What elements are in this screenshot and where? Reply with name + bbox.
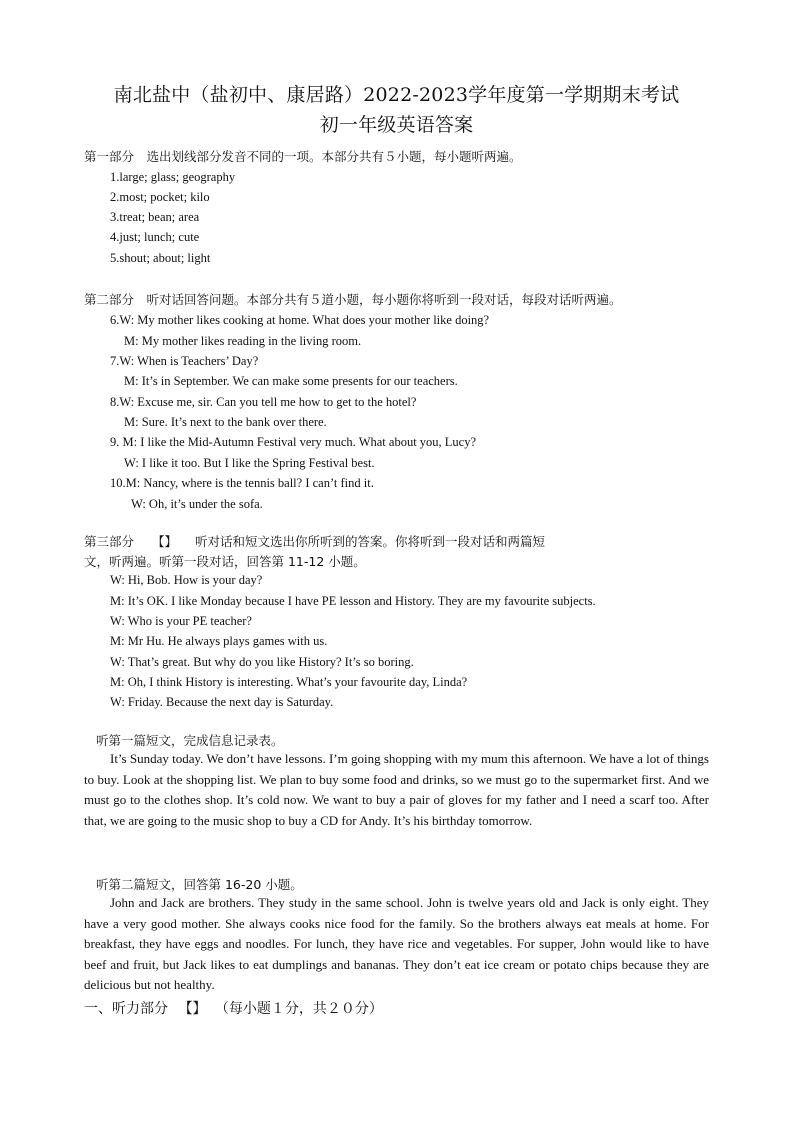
dialogue-line: M: It’s OK. I like Monday because I have PE lesson and History. They are my favourite subjects. [110, 594, 596, 608]
dialogue-line: M: Sure. It’s next to the bank over there. [124, 415, 327, 429]
passage1-text: It’s Sunday today. We don’t have lessons. I’m going shopping with my mum this afternoon. We have a lot of things to buy. Look at the shopping list. We plan to buy some food and drinks, so we must go to the supermarket first. And we must go to the clothes shop. It’s cold now. We want to buy a pair of gloves for my father and I need a scarf too. After that, we are going to the music shop to buy a CD for Andy. It’s his birthday tomorrow. [84, 751, 709, 828]
section-one-suffix: （每小题１分，共２０分） [214, 1001, 383, 1017]
dialogue-line: 10.M: Nancy, where is the tennis ball? I can’t find it. [110, 476, 374, 490]
passage2-heading: 听第二篇短文，回答第 16-20 小题。 [96, 877, 303, 892]
list-item: 2.most; pocket; kilo [110, 190, 210, 204]
answer-bracket: 【】 [152, 534, 178, 549]
list-item: 1.large; glass; geography [110, 170, 236, 184]
dialogue-line: M: Mr Hu. He always plays games with us. [110, 634, 328, 648]
part3-heading-text: 听对话和短文选出你所听到的答案。你将听到一段对话和两篇短 [195, 534, 546, 549]
dialogue-line: M: My mother likes reading in the living room. [124, 334, 362, 348]
document-subtitle: 初一年级英语答案 [319, 114, 474, 136]
passage1-heading: 听第一篇短文，完成信息记录表。 [96, 733, 284, 748]
dialogue-line: W: I like it too. But I like the Spring Festival best. [124, 456, 375, 470]
dialogue-line: W: Who is your PE teacher? [110, 614, 252, 628]
part1-heading: 第一部分 选出划线部分发音不同的一项。本部分共有５小题，每小题听两遍。 [84, 149, 522, 164]
dialogue-line: 6.W: My mother likes cooking at home. What does your mother like doing? [110, 313, 490, 327]
dialogue-line: W: Friday. Because the next day is Saturday. [110, 695, 334, 709]
part3-heading [84, 532, 545, 550]
part3-heading-prefix: 第三部分 [84, 534, 135, 549]
list-item: 3.treat; bean; area [110, 210, 200, 224]
dialogue-line: W: Oh, it’s under the sofa. [131, 497, 263, 511]
part2-heading: 第二部分 听对话回答问题。本部分共有５道小题，每小题你将听到一段对话，每段对话听两遍。 [84, 292, 622, 307]
dialogue-line: W: Hi, Bob. How is your day? [110, 573, 263, 587]
part3-heading-line2: 文，听两遍。听第一段对话，回答第 11-12 小题。 [84, 554, 366, 569]
section-one-heading [84, 998, 383, 1018]
document-title: 南北盐中（盐初中、康居路）2022-2023学年度第一学期期末考试 [113, 84, 680, 106]
list-item: 5.shout; about; light [110, 251, 211, 265]
answer-bracket: 【】 [178, 1001, 207, 1017]
section-one-prefix: 一、听力部分 [84, 1001, 168, 1017]
dialogue-line: 7.W: When is Teachers’ Day? [110, 354, 259, 368]
passage2-text: John and Jack are brothers. They study in the same school. John is twelve years old and Jack is only eight. They have a very good mother. She always cooks nice food for the family. So the brothers always eat meals at home. For breakfast, they have eggs and noodles. For lunch, they have rice and vegetables. For supper, John would like to have beef and fruit, but Jack likes to eat dumplings and bananas. They don’t eat ice cream or potato chips because they are delicious but not healthy. [84, 895, 709, 992]
dialogue-line: M: Oh, I think History is interesting. What’s your favourite day, Linda? [110, 675, 468, 689]
dialogue-line: W: That’s great. But why do you like History? It’s so boring. [110, 655, 414, 669]
dialogue-line: 9. M: I like the Mid-Autumn Festival very much. What about you, Lucy? [110, 435, 477, 449]
dialogue-line: 8.W: Excuse me, sir. Can you tell me how to get to the hotel? [110, 395, 417, 409]
list-item: 4.just; lunch; cute [110, 230, 200, 244]
dialogue-line: M: It’s in September. We can make some presents for our teachers. [124, 374, 458, 388]
